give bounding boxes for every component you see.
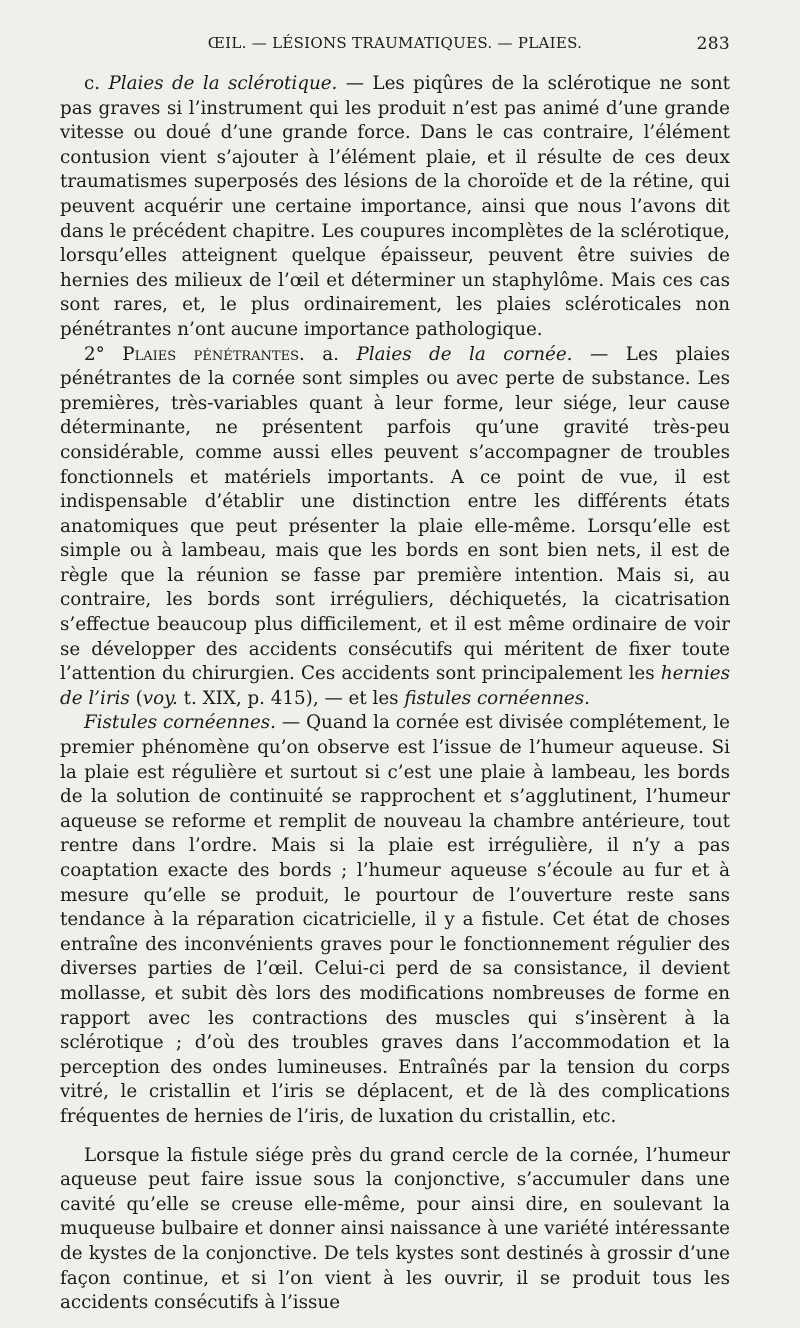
paragraph-text: — Quand la cornée est divisée complétement, le premier phénomène qu’on observe est l’issue de l’humeur aqueuse. Si la plaie est régulière et surtout si c’est une plaie à lambeau, les bords de la solution de continuité se rapprochent et s’agglutinent, l’humeur aqueuse se reforme et remplit de nouveau la chambre antérieure, tout rentre dans l’ordre. Mais si la plaie est irrégulière, il n’y a pas coaptation exacte des bords ; l’humeur aqueuse s’écoule au fur et à mesure qu’elle se produit, le pourtour de l’ouverture reste sans tendance à la réparation cicatricielle, il y a fistule. Cet état de choses entraîne des inconvénients graves pour le fonctionnement régulier des diverses parties de l’œil. Celui-ci perd de sa consistance, il devient mollasse, et subit dès lors des modifications nombreuses de forme en rapport avec les contractions des muscles qui s’insèrent à la sclérotique ; d’où des troubles graves dans l’accommodation et la perception des ondes lumineuses. Entraînés par la tension du corps vitré, le cristallin et l’iris se déplacent, et de là des complications fréquentes de hernies de l’iris, de luxation du cristallin, etc. [60, 712, 730, 1127]
italic-term-fistules: fistules cornéennes. [404, 687, 590, 709]
paragraph-text: — Les piqûres de la sclérotique ne sont pas graves si l’instrument qui les produit n’est pas animé d’une grande vitesse ou doué d’une grande force. Dans le cas contraire, l’élément contusion vient s’ajouter à l’élément plaie, et il résulte de ces deux traumatismes superposés des lésions de la choroïde et de la rétine, qui peuvent acquérir une certaine importance, ainsi que nous l’avons dit dans le précédent chapitre. Les coupures incomplètes de la sclérotique, lorsqu’elles atteignent quelque épaisseur, peuvent être suivies de hernies des milieux de l’œil et déterminer un staphylôme. Mais ces cas sont rares, et, le plus ordinairement, les plaies scléroticales non pénétrantes n’ont aucune importance pathologique. [60, 73, 731, 340]
paragraph-sclerotique [60, 72, 730, 343]
section-heading-smallcaps: Plaies pénétrantes. [122, 343, 305, 365]
running-title: ŒIL. — LÉSIONS TRAUMATIQUES. — PLAIES. [207, 34, 583, 52]
section-heading: Plaies de la sclérotique. [108, 73, 338, 94]
italic-term: hernies de l’iris [60, 663, 730, 709]
section-label: c. [84, 73, 101, 94]
paragraph-text: Lorsque la fistule siége près du grand cercle de la cornée, l’humeur aqueuse peut faire issue sous la conjonctive, s’accumuler dans une cavité qu’elle se creuse elle-même, pour ainsi dire, en soulevant la muqueuse bulbaire et donner ainsi naissance à une variété intéressante de kystes de la conjonctive. De tels kystes sont destinés à grossir d’une façon continue, et si l’on vient à les ouvrir, il se produit tous les accidents consécutifs à l’issue [60, 1144, 730, 1314]
body-text [60, 72, 730, 1316]
paragraph-fistule-siege [60, 1144, 730, 1316]
section-number: 2° [84, 343, 105, 365]
reference-open: ( [129, 687, 143, 709]
reference-volume: t. XIX, p. 415), [177, 687, 319, 709]
paragraph-text: — Les plaies pénétrantes de la cornée sont simples ou avec perte de substance. Les premières, très-variables quant à leur forme, leur siége, leur cause déterminante, ne présentent parfois qu’une gravité très-peu considérable, comme aussi elles peuvent s’accompagner de troubles fonctionnels et matériels importants. A ce point de vue, il est indispensable d’établir une distinction entre les différents états anatomiques que peut présenter la plaie elle-même. Lorsqu’elle est simple ou à lambeau, mais que les bords en sont bien nets, il est de règle que la réunion se fasse par première intention. Mais si, au contraire, les bords sont irréguliers, déchiquetés, la cicatrisation s’effectue beaucoup plus difficilement, et il est même ordinaire de voir se développer des accidents consécutifs qui méritent de fixer toute l’attention du chirurgien. Ces accidents sont principalement les [60, 343, 731, 685]
paragraph-text-cont: — et les [318, 687, 405, 709]
paragraph-fistules [60, 711, 730, 1129]
subsection-heading: Plaies de la cornée. [356, 343, 573, 365]
running-head [60, 34, 730, 60]
page-number: 283 [696, 34, 730, 54]
paragraph-heading: Fistules cornéennes. [84, 712, 276, 734]
paragraph-penetrantes [60, 343, 730, 712]
reference-voy: voy. [142, 687, 178, 709]
subsection-label: a. [322, 343, 339, 365]
